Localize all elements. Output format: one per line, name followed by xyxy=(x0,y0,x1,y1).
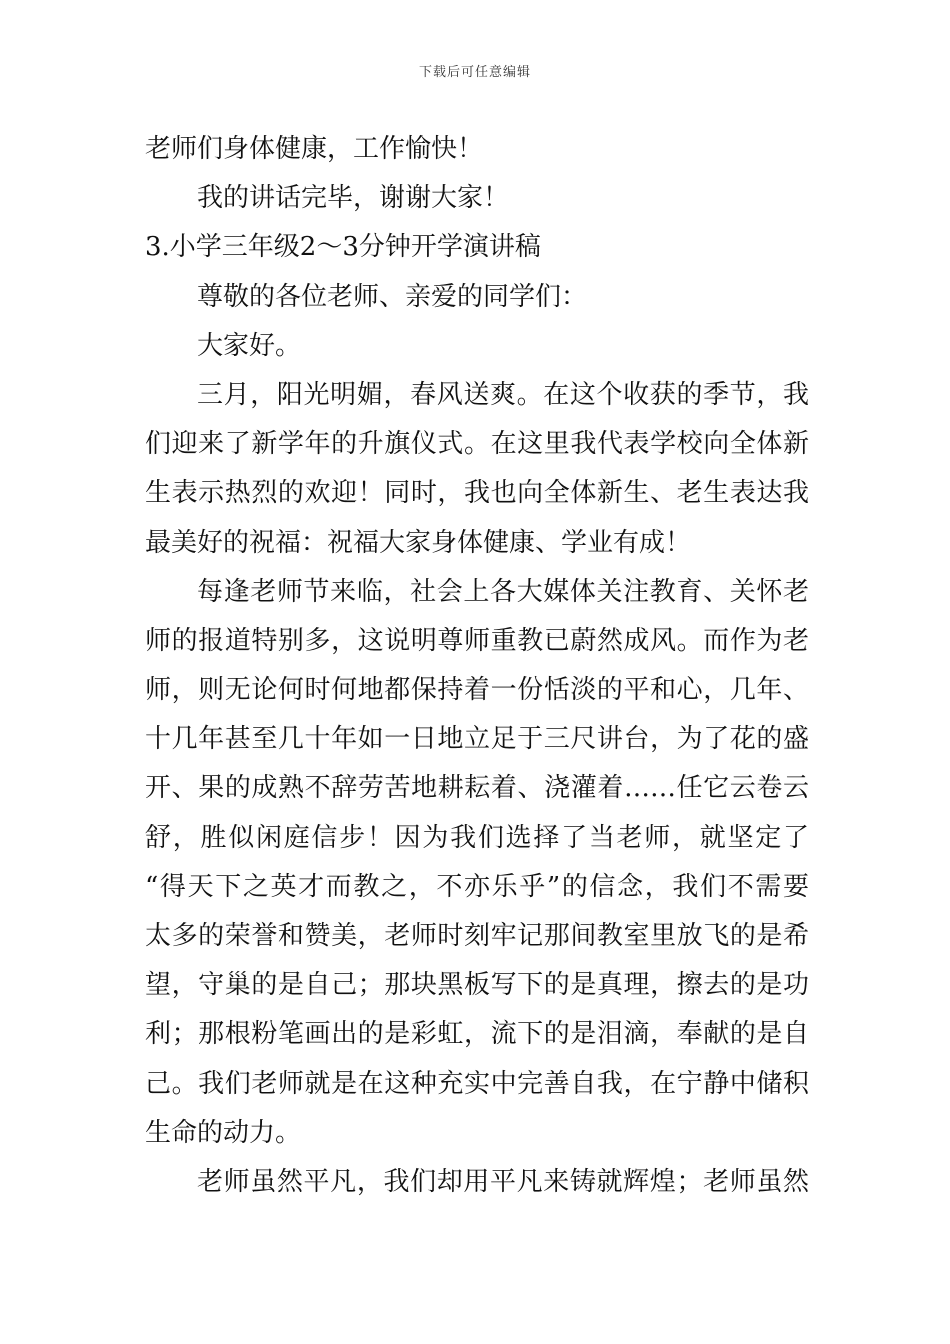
text-line: 老师们身体健康，工作愉快！ xyxy=(145,134,484,164)
text-line: 老师虽然平凡，我们却用平凡来铸就辉煌；老师虽然 xyxy=(197,1166,809,1197)
text-line: 尊敬的各位老师、亲爱的同学们： xyxy=(197,281,588,312)
text-line: 十几年甚至几十年如一日地立足于三尺讲台，为了花的盛 xyxy=(145,724,809,755)
text-line: 们迎来了新学年的升旗仪式。在这里我代表学校向全体新 xyxy=(145,429,809,460)
text-line: 生表示热烈的欢迎！同时，我也向全体新生、老生表达我 xyxy=(145,478,809,509)
text-line: 我的讲话完毕，谢谢大家！ xyxy=(197,183,510,214)
page-header-note: 下载后可任意编辑 xyxy=(418,65,531,80)
text-line: 大家好。 xyxy=(197,330,302,361)
text-line: 三月，阳光明媚，春风送爽。在这个收获的季节，我 xyxy=(197,379,809,410)
text-line: 利；那根粉笔画出的是彩虹，流下的是泪滴，奉献的是自 xyxy=(145,1019,809,1050)
text-line: 太多的荣誉和赞美，老师时刻牢记那间教室里放飞的是希 xyxy=(145,921,809,951)
text-line: 每逢老师节来临，社会上各大媒体关注教育、关怀老 xyxy=(197,576,809,607)
text-line: 生命的动力。 xyxy=(145,1117,302,1148)
document-body xyxy=(145,125,809,1207)
text-line: 师，则无论何时何地都保持着一份恬淡的平和心，几年、 xyxy=(145,675,809,706)
text-line: 开、果的成熟不辞劳苦地耕耘着、浇灌着……任它云卷云 xyxy=(145,773,809,804)
text-line: 舒，胜似闲庭信步！因为我们选择了当老师，就坚定了 xyxy=(145,822,809,853)
text-line: 望，守巢的是自己；那块黑板写下的是真理，擦去的是功 xyxy=(145,970,809,1001)
text-line: 3.小学三年级2～3分钟开学演讲稿 xyxy=(145,232,541,263)
text-line: “得天下之英才而教之，不亦乐乎”的信念，我们不需要 xyxy=(145,871,809,902)
text-line: 己。我们老师就是在这种充实中完善自我，在宁静中储积 xyxy=(145,1068,809,1099)
text-line: 师的报道特别多，这说明尊师重教已蔚然成风。而作为老 xyxy=(145,625,809,656)
text-line: 最美好的祝福：祝福大家身体健康、学业有成！ xyxy=(145,527,692,558)
